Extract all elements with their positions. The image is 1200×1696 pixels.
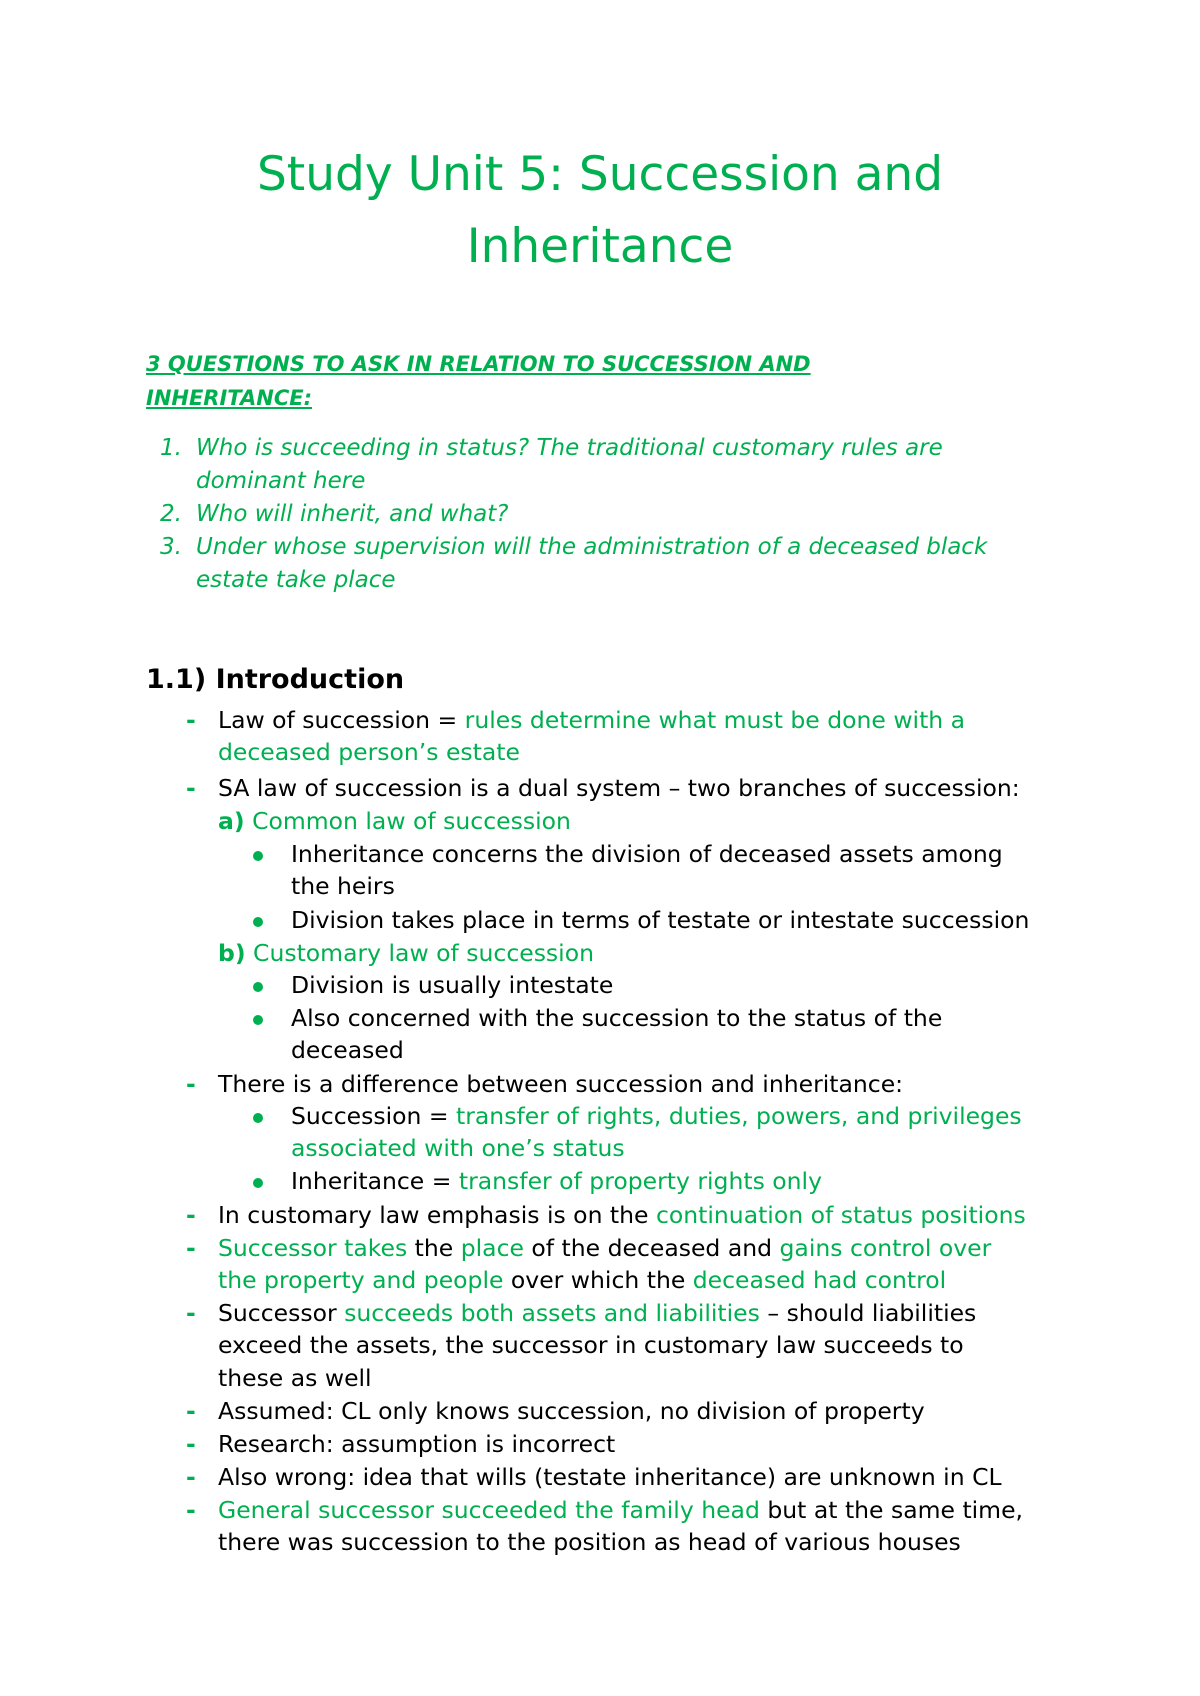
question-text: estate take place [196,567,396,593]
list-item-continued: there was succession to the position as head of various houses [218,1528,961,1556]
sublist-heading-b [218,937,594,969]
dash-bullet: - [186,1234,196,1262]
highlight-text: continuation of status positions [655,1201,1026,1229]
sublist-title: Customary law of succession [253,939,594,967]
bullet-item: Division is usually intestate [291,971,614,999]
text-run: Law of succession = [218,706,465,734]
highlight-text: succeeds both assets and liabilities [344,1299,760,1327]
highlight-text: Successor takes [218,1234,408,1262]
highlight-text: place [460,1234,524,1262]
bullet-item: Also concerned with the succession to the status of the [291,1004,943,1032]
bullet-item-continued: associated with one’s status [291,1134,625,1162]
highlight-text: General successor succeeded the family head [218,1496,760,1524]
dash-bullet: - [186,706,196,734]
dash-bullet: - [186,1463,196,1491]
sublist-heading-a [218,805,571,837]
dash-bullet: - [186,1496,196,1524]
list-item-continued: these as well [218,1364,372,1392]
question-number: 3. [160,534,182,560]
bullet-item-continued: the heirs [291,872,395,900]
text-run: Inheritance = [291,1167,459,1195]
list-item-continued: deceased person’s estate [218,738,520,766]
text-run: but at the same time, [759,1496,1024,1524]
highlight-text: rules determine what must be done with a [464,706,966,734]
list-item: Also wrong: idea that wills (testate inheritance) are unknown in CL [218,1463,1002,1491]
question-text: Who is succeeding in status? The traditional customary rules are [196,435,943,461]
dash-bullet: - [186,1397,196,1425]
list-item: Assumed: CL only knows succession, no division of property [218,1397,925,1425]
highlight-text: gains control over [779,1234,992,1262]
questions-heading-line-2: INHERITANCE: [146,386,312,410]
text-run: the [407,1234,461,1262]
green-dot-icon [253,1015,263,1025]
list-item [218,1494,1023,1526]
highlight-text: the property and people [218,1266,504,1294]
dash-bullet: - [186,1070,196,1098]
text-run: In customary law emphasis is on the [218,1201,656,1229]
questions-heading-line-1: 3 QUESTIONS TO ASK IN RELATION TO SUCCESSION AND [146,352,811,376]
list-item-continued [218,1264,946,1296]
question-text: Who will inherit, and what? [196,501,509,527]
bullet-item: Inheritance concerns the division of deceased assets among [291,840,1003,868]
green-dot-icon [253,917,263,927]
dash-bullet: - [186,1201,196,1229]
dash-bullet: - [186,1430,196,1458]
green-dot-icon [253,1113,263,1123]
highlight-text: deceased had control [692,1266,947,1294]
dash-bullet: - [186,1299,196,1327]
text-run: Successor [218,1299,345,1327]
text-run: over which the [503,1266,693,1294]
bullet-item [291,1165,822,1197]
green-dot-icon [253,851,263,861]
page-title-line-1: Study Unit 5: Succession and [256,147,944,202]
list-item [218,1199,1026,1231]
list-item: SA law of succession is a dual system – two branches of succession: [218,774,1020,802]
list-item: There is a difference between succession and inheritance: [218,1070,904,1098]
sublist-title: Common law of succession [252,807,571,835]
list-item-continued: exceed the assets, the successor in customary law succeeds to [218,1331,964,1359]
text-run: Succession = [291,1102,457,1130]
question-text: Under whose supervision will the administration of a deceased black [196,534,988,560]
green-dot-icon [253,1178,263,1188]
question-text: dominant here [196,468,366,494]
section-heading: 1.1) Introduction [146,664,405,695]
highlight-text: transfer of property rights only [458,1167,822,1195]
highlight-text: transfer of rights, duties, powers, and privileges [456,1102,1022,1130]
page-title-line-2: Inheritance [466,219,734,274]
list-item [218,1232,991,1264]
bullet-item: Division takes place in terms of testate or intestate succession [291,906,1030,934]
sublist-label: a) [218,807,245,835]
text-run: – should liabilities [759,1299,977,1327]
sublist-label: b) [218,939,246,967]
question-number: 1. [160,435,182,461]
bullet-item [291,1100,1022,1132]
green-dot-icon [253,982,263,992]
question-number: 2. [160,501,182,527]
text-run: of the deceased and [523,1234,780,1262]
list-item [218,704,965,736]
dash-bullet: - [186,774,196,802]
list-item [218,1297,976,1329]
list-item: Research: assumption is incorrect [218,1430,616,1458]
bullet-item-continued: deceased [291,1036,404,1064]
